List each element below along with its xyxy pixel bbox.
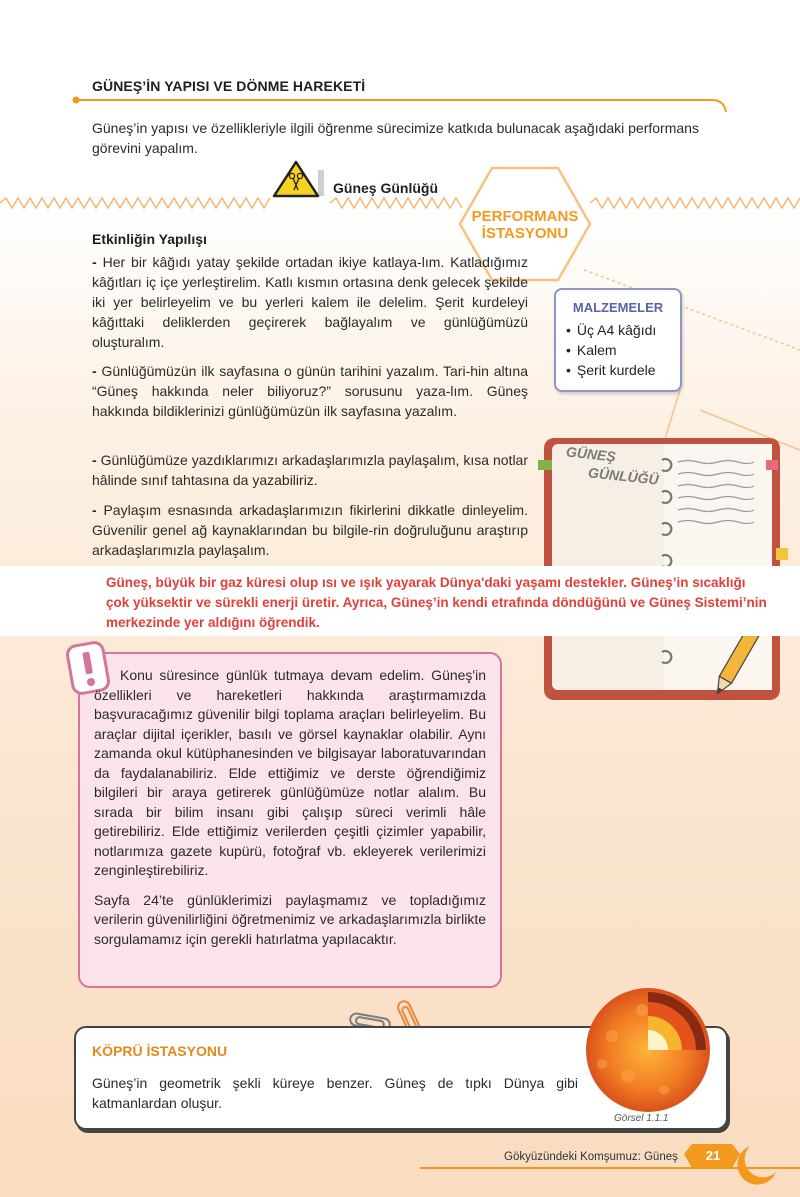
notebook-label-line2: GÜNLÜĞÜ <box>587 464 660 488</box>
footer-decoration <box>420 1140 800 1197</box>
activity-step-1: - Her bir kâğıdı yatay şekilde ortadan ikiye katlaya-lım. Katladığımız kâğıtları iç içe yerleştirelim. Katlı kısmın ortasına denk gelecek şekilde iki yer belirleyelim ve bu yerleri kalem ile delelim. Şerit kurdeleyi kâğıttaki deliklerden geçirerek bağlayalım ve günlüğümüzü oluşturalım. <box>92 254 528 350</box>
material-item: • Üç A4 kâğıdı <box>566 320 656 340</box>
page-number: 21 <box>705 1148 721 1163</box>
activity-step-2: - Günlüğümüzün ilk sayfasına o günün tarihini yazalım. Tari-hin altına “Güneş hakkında neler biliyoruz?” sorusunu yaza-lım. Güneş hakkında bildiklerinizi günlüğümüzün ilk sayfasına yazalım. <box>92 363 528 419</box>
intro-text: Güneş’in yapısı ve özellikleriyle ilgili öğrenme sürecimize katkıda bulunacak aşağıdaki performans görevini yapalım. <box>92 120 699 156</box>
zigzag-divider <box>0 196 800 210</box>
step-3-text: Günlüğümüze yazdıklarımızı arkadaşlarımızla paylaşalım, kısa notlar hâlinde sınıf tahtasına da yazabiliriz. <box>92 452 529 488</box>
task-title: Güneş Günlüğü <box>333 180 438 196</box>
sun-cross-section-image <box>572 986 722 1114</box>
step-1-text: Her bir kâğıdı yatay şekilde ortadan ikiye katlaya-lım. Katladığımız kâğıtları iç içe yerleştirelim. Katlı kısmın ortasına denk gelecek şekilde iki yer belirleyelim ve bu yerleri kalem ile delelim. Şerit kurdeleyi kâğıttaki deliklerden geçirerek bağlayalım ve günlüğümüzü oluşturalım. <box>92 254 528 350</box>
step-2-text: Günlüğümüzün ilk sayfasına o günün tarihini yazalım. Tari-hin altına “Güneş hakkında neler biliyoruz?” sorusunu yaza-lım. Güneş hakkında bildiklerinizi günlüğümüzün ilk sayfasına yazalım. <box>92 363 528 419</box>
section-title: GÜNEŞ’İN YAPISI VE DÖNME HAREKETİ <box>92 78 366 94</box>
station-line2: İSTASYONU <box>481 225 569 242</box>
footer-chapter: Gökyüzündeki Komşumuz: Güneş <box>504 1151 678 1163</box>
material-item: • Kalem <box>566 340 656 360</box>
highlight-text: Güneş, büyük bir gaz küresi olup ısı ve ışık yayarak Dünya'daki yaşamı destekler. Güneş’in sıcaklığı çok yüksektir ve sürekli enerji üretir. Ayrıca, Güneş’in kendi etrafında döndüğünü ve Güneş Sistemi’nin merkezinde yer aldığını öğrendik. <box>106 575 767 630</box>
station-line1: PERFORMANS <box>471 208 579 225</box>
note-paragraph-1: Konu süresince günlük tutmaya devam edelim. Güneş'in özellikleri ve hareketleri hakkında araştırmamızda başvuracağımız güvenilir bilgi toplama araçları belirleyelim. Bu araçlar dijital içerikler, basılı ve görsel kaynaklar olabilir. Aynı zamanda okul kütüphanesinden ve bilgisayar laboratuvarından da faydalanabiliriz. Elde ettiğimiz ve derste öğrendiğimiz bilgileri bir araya getirerek günlüğümüze notlar alalım. Bu sırada bir bilim insanı gibi çalışıp süreci verimli hâle getirebiliriz. Elde ettiğimiz verilerden çeşitli çizimler yapabilir, notlarımıza gazete kupürü, fotoğraf vb. ekleyerek verilerimizi zenginleştirebiliriz. <box>94 667 486 878</box>
figure-caption: Görsel 1.1.1 <box>614 1113 669 1124</box>
performance-station-label <box>458 208 592 242</box>
warning-scissors-icon <box>272 160 326 198</box>
materials-title: MALZEMELER <box>572 300 664 315</box>
activity-title: Etkinliğin Yapılışı <box>92 231 207 247</box>
materials-list <box>566 320 656 380</box>
title-underline <box>72 94 732 114</box>
bridge-text: Güneş’in geometrik şekli küreye benzer. Güneş de tıpkı Dünya gibi katmanlardan oluşur. <box>92 1075 578 1111</box>
note-paragraph-2: Sayfa 24’te günlüklerimizi paylaşmamız ve topladığımız verilerin güvenilirliğini öğretmenimiz ve arkadaşlarımızla birlikte sorgulamamız için gerekli hatırlatma yapılacaktır. <box>94 891 486 947</box>
note-text <box>94 666 486 959</box>
bridge-title: KÖPRÜ İSTASYONU <box>92 1043 228 1059</box>
step-4-text: Paylaşım esnasında arkadaşlarımızın fikirlerini dikkatle dinleyelim. Güvenilir genel ağ kaynaklarından bu bilgile-rin doğruluğunu araştırıp arkadaşlarımızla paylaşalım. <box>92 502 528 558</box>
notebook-label-line1: GÜNEŞ <box>565 443 617 465</box>
activity-step-4: - Paylaşım esnasında arkadaşlarımızın fikirlerini dikkatle dinleyelim. Güvenilir genel ağ kaynaklarından bu bilgile-rin doğruluğunu araştırıp arkadaşlarımızla paylaşalım. <box>92 502 528 558</box>
material-item: • Şerit kurdele <box>566 360 656 380</box>
materials-box <box>554 288 682 392</box>
activity-step-3: - Günlüğümüze yazdıklarımızı arkadaşlarımızla paylaşalım, kısa notlar hâlinde sınıf tahtasına da yazabiliriz. <box>92 452 529 488</box>
